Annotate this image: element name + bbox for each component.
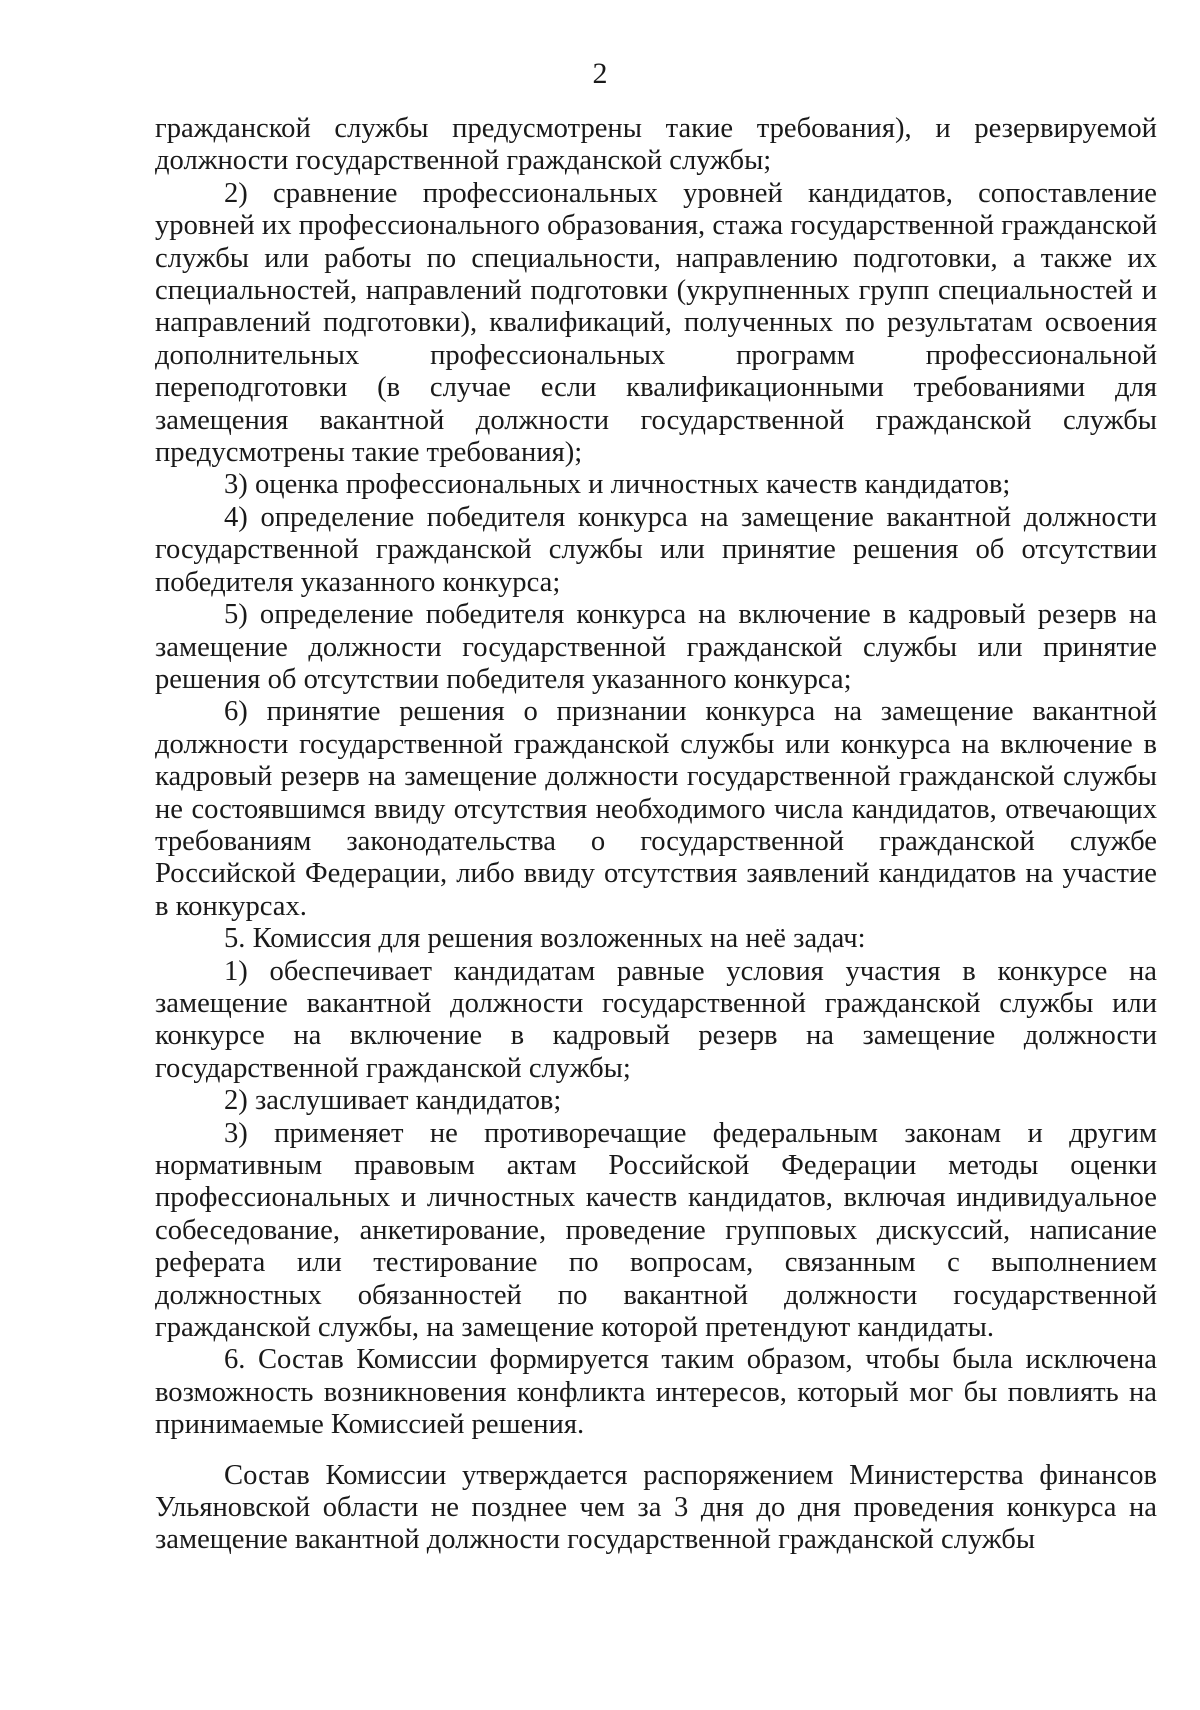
paragraph-item-6: 6) принятие решения о признании конкурса на замещение вакантной должности государственной гражданской службы или конкурса на включение в кадровый резерв на замещение должности государственной гражданской службы не состоявшимся ввиду отсутствия необходимого числа кандидатов, отвечающих требованиям законодательства о государственной гражданской службе Российской Федерации, либо ввиду отсутствия заявлений кандидатов на участие в конкурсах.: [155, 696, 1157, 922]
paragraph-item-3: 3) оценка профессиональных и личностных качеств кандидатов;: [224, 469, 1011, 501]
paragraph-duty-3: 3) применяет не противоречащие федеральным законам и другим нормативным правовым актам Российской Федерации методы оценки профессиональных и личностных качеств кандидатов, включая индивидуальное собеседование, анкетирование, проведение групповых дискуссий, написание реферата или тестирование по вопросам, связанным с выполнением должностных обязанностей по вакантной должности государственной гражданской службы, на замещение которой претендуют кандидаты.: [155, 1117, 1157, 1344]
paragraph-item-4: 4) определение победителя конкурса на замещение вакантной должности государственной гражданской службы или принятие решения об отсутствии победителя указанного конкурса;: [155, 501, 1157, 598]
paragraph-section-5: 5. Комиссия для решения возложенных на неё задач:: [224, 923, 866, 955]
paragraph-section-6: 6. Состав Комиссии формируется таким образом, чтобы была исключена возможность возникновения конфликта интересов, который мог бы повлиять на принимаемые Комиссией решения.: [155, 1344, 1157, 1441]
page-number: 2: [592, 57, 608, 90]
paragraph-duty-2: 2) заслушивает кандидатов;: [224, 1085, 562, 1117]
paragraph-duty-1: 1) обеспечивает кандидатам равные условия участия в конкурсе на замещение вакантной должности государственной гражданской службы или конкурсе на включение в кадровый резерв на замещение должности государственной гражданской службы;: [155, 955, 1157, 1084]
paragraph-item-2: 2) сравнение профессиональных уровней кандидатов, сопоставление уровней их профессионального образования, стажа государственной гражданской службы или работы по специальности, направлению подготовки, а также их специальностей, направлений подготовки (укрупненных групп специальностей и направлений подготовки), квалификаций, полученных по результатам освоения дополнительных профессиональных программ профессиональной переподготовки (в случае если квалификационными требованиями для замещения вакантной должности государственной гражданской службы предусмотрены такие требования);: [155, 177, 1157, 469]
paragraph-commission-composition: Состав Комиссии утверждается распоряжением Министерства финансов Ульяновской области не позднее чем за 3 дня до дня проведения конкурса на замещение вакантной должности государственной гражданской службы: [155, 1459, 1157, 1556]
paragraph-item-5: 5) определение победителя конкурса на включение в кадровый резерв на замещение должности государственной гражданской службы или принятие решения об отсутствии победителя указанного конкурса;: [155, 599, 1157, 695]
document-body: [155, 113, 1157, 1557]
paragraph-continuation: гражданской службы предусмотрены такие требования), и резервируемой должности государственной гражданской службы;: [155, 113, 1157, 177]
